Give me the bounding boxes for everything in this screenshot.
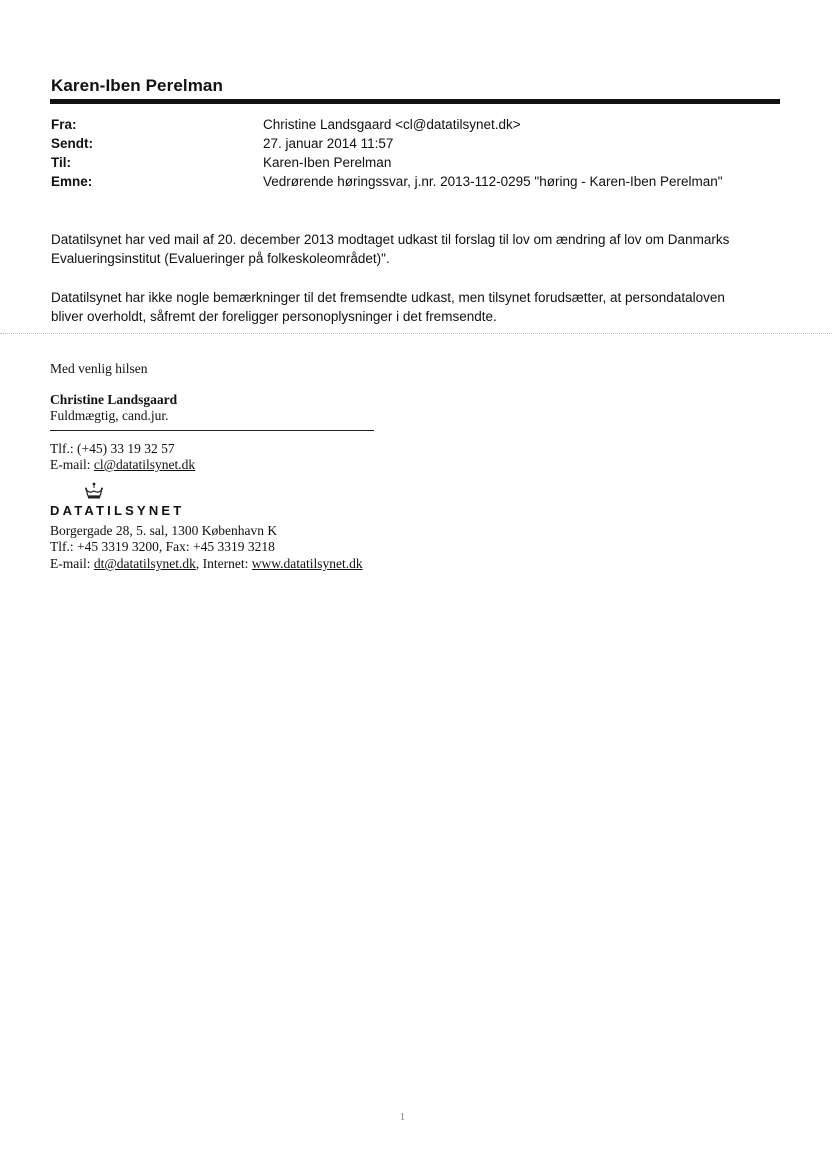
meta-row-from xyxy=(51,117,781,136)
meta-row-sent xyxy=(51,136,781,155)
paragraph-1-line-1: Datatilsynet har ved mail af 20. december 2013 modtaget udkast til forslag til lov om ændring af lov om Danmarks xyxy=(51,232,730,247)
internet-label: , Internet: xyxy=(195,556,252,571)
signature-email-line xyxy=(50,457,195,473)
signature-title: Fuldmægtig, cand.jur. xyxy=(50,408,169,423)
meta-label-sent: Sendt: xyxy=(51,136,93,151)
body-paragraph-2 xyxy=(51,288,791,326)
crown-icon xyxy=(84,482,104,500)
meta-label-from: Fra: xyxy=(51,117,77,132)
paragraph-2-line-2: bliver overholdt, såfremt der foreligger personoplysninger i det fremsendte. xyxy=(51,309,497,324)
body-paragraph-1 xyxy=(51,230,791,268)
meta-label-to: Til: xyxy=(51,155,71,170)
signature-name: Christine Landsgaard xyxy=(50,392,178,407)
meta-value-from: Christine Landsgaard <cl@datatilsynet.dk> xyxy=(263,117,521,132)
org-email-link[interactable]: dt@datatilsynet.dk xyxy=(93,556,196,571)
dotted-separator xyxy=(0,333,832,334)
email-link[interactable]: cl@datatilsynet.dk xyxy=(93,457,196,472)
meta-row-subject xyxy=(51,174,781,193)
signature-phone: Tlf.: (+45) 33 19 32 57 xyxy=(50,441,175,456)
page-number: 1 xyxy=(400,1112,405,1123)
email-meta xyxy=(51,117,781,193)
organization-phone-fax: Tlf.: +45 3319 3200, Fax: +45 3319 3218 xyxy=(50,539,275,554)
greeting: Med venlig hilsen xyxy=(50,361,148,376)
signature-rule xyxy=(50,430,374,431)
paragraph-1-line-2: Evalueringsinstitut (Evalueringer på folkeskoleområdet)". xyxy=(51,251,390,266)
meta-label-subject: Emne: xyxy=(51,174,93,189)
paragraph-2-line-1: Datatilsynet har ikke nogle bemærkninger til det fremsendte udkast, men tilsynet forudsætter, at persondataloven xyxy=(51,290,725,305)
meta-row-to xyxy=(51,155,781,174)
email-header-title: Karen-Iben Perelman xyxy=(51,76,223,95)
meta-value-subject: Vedrørende høringssvar, j.nr. 2013-112-0295 "høring - Karen-Iben Perelman" xyxy=(263,174,723,189)
meta-value-to: Karen-Iben Perelman xyxy=(263,155,392,170)
organization-name: DATATILSYNET xyxy=(50,503,185,518)
org-email-label: E-mail: xyxy=(50,556,94,571)
header-rule xyxy=(50,99,780,104)
website-link[interactable]: www.datatilsynet.dk xyxy=(251,556,363,571)
organization-contact-line xyxy=(50,556,363,572)
meta-value-sent: 27. januar 2014 11:57 xyxy=(263,136,394,151)
email-label: E-mail: xyxy=(50,457,94,472)
organization-address: Borgergade 28, 5. sal, 1300 København K xyxy=(50,523,278,538)
